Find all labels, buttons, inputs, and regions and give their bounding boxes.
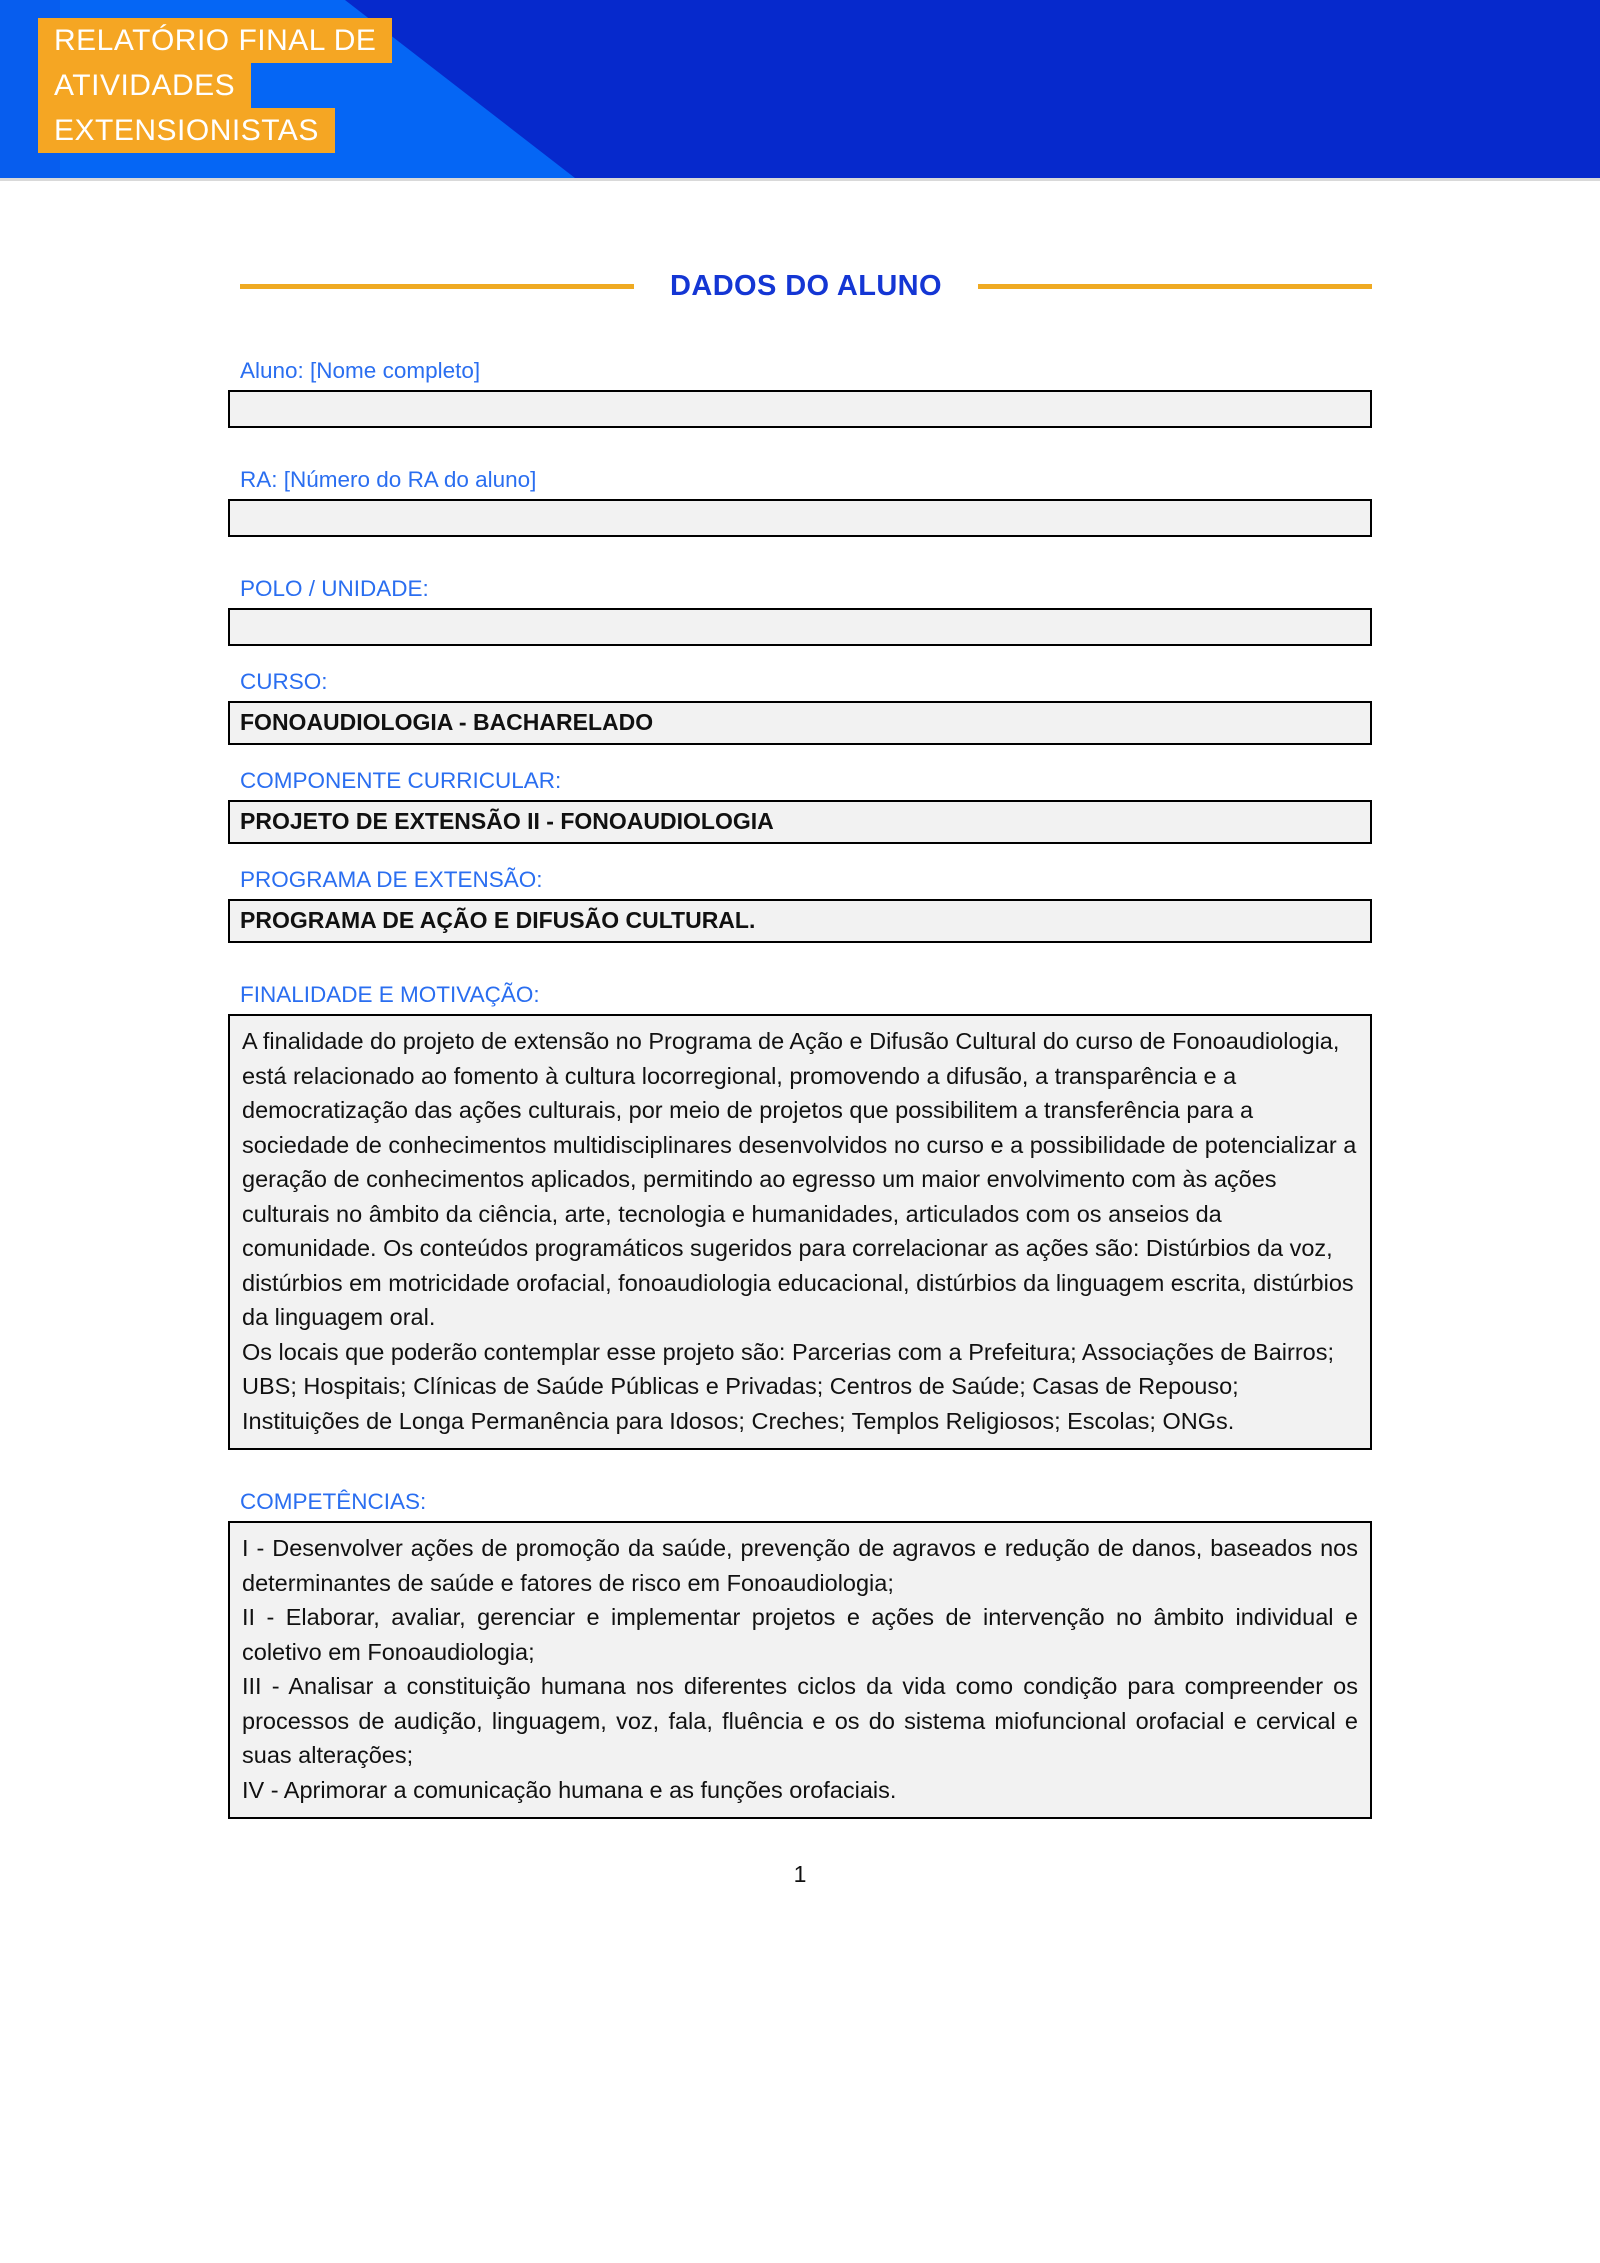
field-label-curso: CURSO: <box>240 669 328 694</box>
spacer <box>228 646 1372 668</box>
heading-rule-right <box>978 284 1372 289</box>
spacer <box>228 1450 1372 1488</box>
section-heading-dados-do-aluno <box>0 270 1600 303</box>
field-value-curso: FONOAUDIOLOGIA - BACHARELADO <box>240 709 654 735</box>
form-fields-container <box>0 357 1600 1819</box>
banner-title-line-1: RELATÓRIO FINAL DE <box>38 18 392 63</box>
banner-title-line-3: EXTENSIONISTAS <box>38 108 335 153</box>
field-label-finalidade-motivacao: FINALIDADE E MOTIVAÇÃO: <box>240 982 540 1007</box>
field-ra <box>228 466 1372 537</box>
field-label-ra: RA: [Número do RA do aluno] <box>240 467 537 492</box>
finalidade-paragraph-2: Os locais que poderão contemplar esse projeto são: Parcerias com a Prefeitura; Associações de Bairros; UBS; Hospitais; Clínicas de Saúde Públicas e Privadas; Centros de Saúde; Casas de Repouso; Instituições de Longa Permanência para Idosos; Creches; Templos Religiosos; Escolas; ONGs. <box>242 1338 1334 1434</box>
field-value-programa-extensao: PROGRAMA DE AÇÃO E DIFUSÃO CULTURAL. <box>240 907 756 933</box>
field-polo-unidade <box>228 575 1372 646</box>
field-input-componente-curricular[interactable] <box>228 800 1372 844</box>
field-aluno <box>228 357 1372 428</box>
field-curso <box>228 668 1372 745</box>
finalidade-paragraph-1: A finalidade do projeto de extensão no Programa de Ação e Difusão Cultural do curso de Fonoaudiologia, está relacionado ao fomento à cultura locorregional, promovendo a difusão, a transparência e a democratização das ações culturais, por meio de projetos que possibilitem a transferência para a sociedade de conhecimentos multidisciplinares desenvolvidos no curso e a possibilidade de potencializar a geração de conhecimentos aplicados, permitindo ao egresso um maior envolvimento com às ações culturais no âmbito da ciência, arte, tecnologia e humanidades, articulados com os anseios da comunidade. Os conteúdos programáticos sugeridos para correlacionar as ações são: Distúrbios da voz, distúrbios em motricidade orofacial, fonoaudiologia educacional, distúrbios da linguagem escrita, distúrbios da linguagem oral. <box>242 1028 1357 1330</box>
field-textarea-finalidade-motivacao[interactable] <box>228 1014 1372 1450</box>
field-finalidade-motivacao <box>228 981 1372 1450</box>
field-textarea-competencias[interactable] <box>228 1521 1372 1819</box>
competencia-item: II - Elaborar, avaliar, gerenciar e implementar projetos e ações de intervenção no âmbito individual e coletivo em Fonoaudiologia; <box>242 1604 1358 1665</box>
header-banner <box>0 0 1600 178</box>
spacer <box>228 844 1372 866</box>
field-competencias <box>228 1488 1372 1819</box>
field-programa-extensao <box>228 866 1372 943</box>
document-page <box>0 270 1600 1888</box>
competencia-item: I - Desenvolver ações de promoção da saúde, prevenção de agravos e redução de danos, baseados nos determinantes de saúde e fatores de risco em Fonoaudiologia; <box>242 1535 1358 1596</box>
field-input-curso[interactable] <box>228 701 1372 745</box>
field-label-aluno: Aluno: [Nome completo] <box>240 358 481 383</box>
banner-underline-divider <box>0 178 1600 181</box>
field-componente-curricular <box>228 767 1372 844</box>
heading-rule-left <box>240 284 634 289</box>
spacer <box>228 943 1372 981</box>
field-label-programa-extensao: PROGRAMA DE EXTENSÃO: <box>240 867 543 892</box>
banner-title-group <box>38 18 392 153</box>
competencia-item: III - Analisar a constituição humana nos diferentes ciclos da vida como condição para compreender os processos de audição, linguagem, voz, fala, fluência e os do sistema miofuncional orofacial e cervical e suas alterações; <box>242 1673 1358 1768</box>
page-number-footer: 1 <box>793 1861 807 1887</box>
spacer <box>228 745 1372 767</box>
field-label-competencias: COMPETÊNCIAS: <box>240 1489 427 1514</box>
field-input-polo-unidade[interactable] <box>228 608 1372 646</box>
competencia-item: IV - Aprimorar a comunicação humana e as funções orofaciais. <box>242 1776 897 1803</box>
banner-title-line-2: ATIVIDADES <box>38 63 251 108</box>
field-input-aluno[interactable] <box>228 390 1372 428</box>
spacer <box>228 428 1372 466</box>
field-input-programa-extensao[interactable] <box>228 899 1372 943</box>
field-label-polo-unidade: POLO / UNIDADE: <box>240 576 429 601</box>
field-value-componente-curricular: PROJETO DE EXTENSÃO II - FONOAUDIOLOGIA <box>240 808 774 834</box>
page-title: DADOS DO ALUNO <box>670 270 942 302</box>
field-label-componente-curricular: COMPONENTE CURRICULAR: <box>240 768 562 793</box>
field-input-ra[interactable] <box>228 499 1372 537</box>
spacer <box>228 537 1372 575</box>
